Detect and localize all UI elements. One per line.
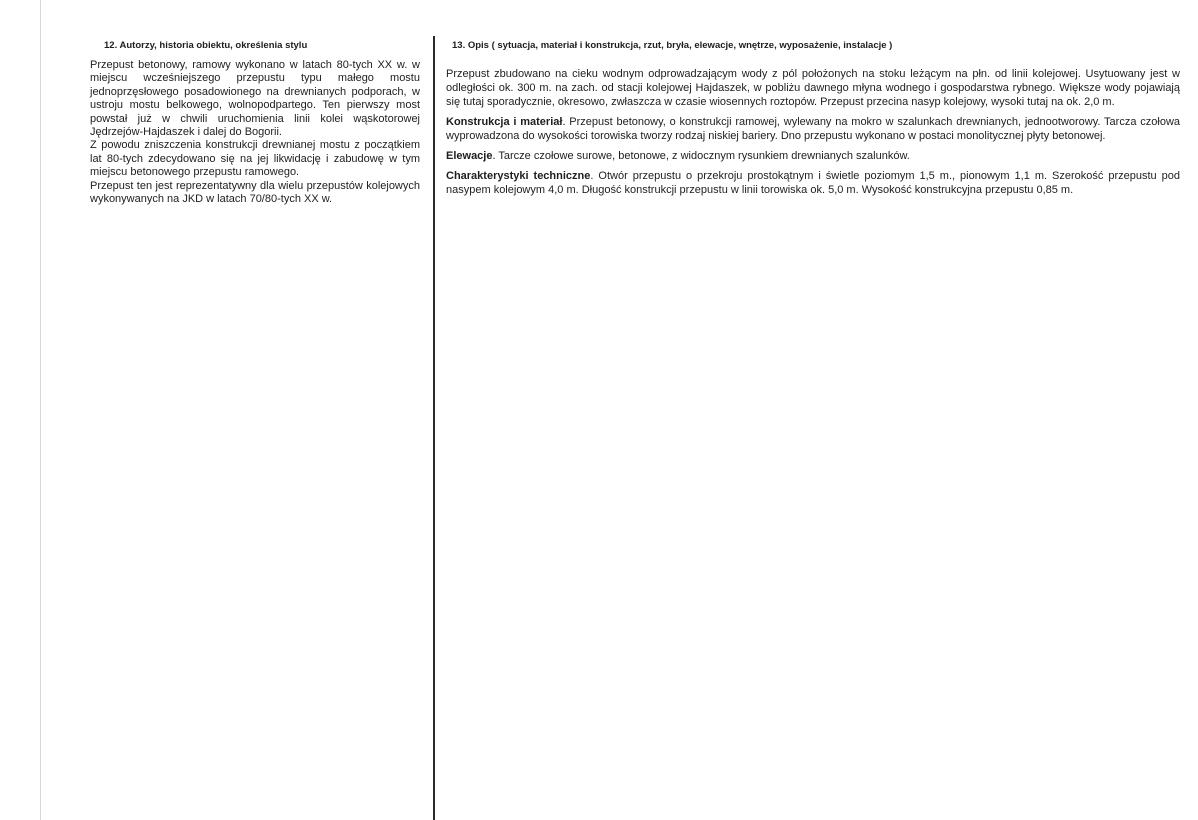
construction-label: Konstrukcja i materiał	[446, 116, 563, 128]
elevation-paragraph	[446, 149, 1180, 163]
column-divider	[433, 36, 435, 820]
technical-text: . Otwór przepustu o przekroju prostokątnym i świetle poziomym 1,5 m., pionowym 1,1 m. Szerokość przepustu pod nasypem kolejowym 4,0 m. Długość konstrukcji przepustu w linii torowiska ok. 5,0 m. Wysokość konstrukcyjna przepustu 0,85 m.	[446, 170, 1181, 196]
elevation-label: Elewacje	[446, 150, 493, 162]
technical-paragraph	[446, 169, 1180, 197]
construction-text: . Przepust betonowy, o konstrukcji ramowej, wylewany na mokro w szalunkach drewnianych, jednootworowy. Tarcza czołowa wyprowadzona do wysokości torowiska tworzy rodzaj niskiej bariery. Dno przepustu wykonano w postaci monolitycznej płyty betonowej.	[446, 116, 1181, 142]
construction-paragraph	[446, 115, 1180, 143]
section-12	[90, 40, 420, 206]
section-13-heading: 13. Opis ( sytuacja, materiał i konstrukcja, rzut, bryła, elewacje, wnętrze, wyposażenie, instalacje )	[452, 40, 893, 51]
section-12-paragraph: Przepust ten jest reprezentatywny dla wielu przepustów kolejowych wykonywanych na JKD w latach 70/80-tych XX w.	[90, 179, 420, 206]
section-13	[446, 40, 1180, 203]
technical-label: Charakterystyki techniczne	[446, 170, 591, 182]
elevation-text: . Tarcze czołowe surowe, betonowe, z widocznym rysunkiem drewnianych szalunków.	[492, 150, 910, 162]
section-13-intro: Przepust zbudowano na cieku wodnym odprowadzającym wody z pól położonych na stoku leżącym na płn. od linii kolejowej. Usytuowany jest w odległości ok. 300 m. na zach. od stacji kolejowej Hajdaszek, w pobliżu dawnego młyna wodnego i gospodarstwa rybnego. Większe wody pojawiają się tutaj sporadycznie, okresowo, zwłaszcza w czasie wiosennych roztopów. Przepust przecina nasyp kolejowy, wysoki tutaj na ok. 2,0 m.	[446, 68, 1180, 108]
section-12-heading: 12. Autorzy, historia obiektu, określenia stylu	[104, 40, 308, 51]
page-edge-line	[40, 0, 41, 820]
section-12-paragraph: Przepust betonowy, ramowy wykonano w latach 80-tych XX w. w miejscu wcześniejszego przepustu typu małego mostu jednoprzęsłowego posadowionego na drewnianych podporach, w ustroju mostu belkowego, wolnopodpartego. Ten pierwszy most powstał już w chwili uruchomienia linii kolei wąskotorowej Jędrzejów-Hajdaszek i dalej do Bogorii.	[90, 59, 420, 139]
section-12-paragraph: Z powodu zniszczenia konstrukcji drewnianej mostu z początkiem lat 80-tych zdecydowano się na jej likwidację i zabudowę w tym miejscu betonowego przepustu ramowego.	[90, 139, 420, 179]
